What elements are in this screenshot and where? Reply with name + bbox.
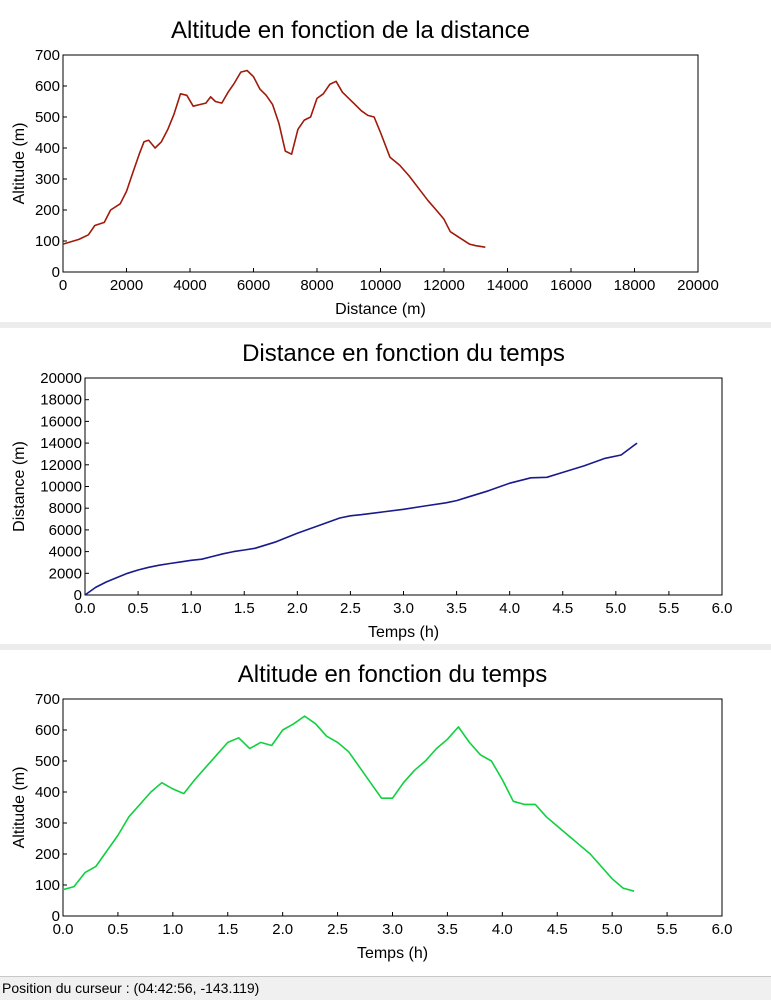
x-tick-label: 6.0	[711, 600, 733, 617]
x-axis-label: Temps (h)	[356, 945, 429, 962]
y-tick-label: 700	[34, 47, 60, 64]
x-tick-label: 0	[58, 277, 68, 294]
y-tick-label: 500	[34, 753, 60, 770]
y-axis-label: Altitude (m)	[11, 766, 28, 849]
chart-title: Altitude en fonction de la distance	[171, 17, 530, 44]
x-tick-label: 0.5	[107, 921, 129, 938]
x-tick-label: 12000	[423, 277, 465, 294]
x-tick-label: 6.0	[711, 921, 733, 938]
y-tick-label: 18000	[40, 391, 82, 409]
altitude-time-chart	[0, 650, 757, 976]
plot-frame	[63, 55, 698, 272]
distance-time-chart	[0, 328, 757, 644]
x-tick-label: 0.0	[74, 600, 96, 617]
y-tick-label: 12000	[40, 456, 82, 474]
x-tick-label: 8000	[300, 277, 334, 294]
series-line	[63, 71, 485, 248]
y-tick-label: 300	[34, 171, 60, 188]
x-axis-label: Temps (h)	[367, 624, 440, 641]
chart-panel-3	[0, 650, 771, 976]
altitude-distance-chart	[0, 0, 757, 322]
y-tick-label: 600	[34, 78, 60, 95]
chart-panel-1	[0, 0, 771, 322]
chart-title: Distance en fonction du temps	[242, 340, 565, 367]
y-tick-label: 300	[34, 815, 60, 832]
x-tick-label: 16000	[550, 277, 592, 294]
y-tick-label: 8000	[48, 500, 82, 518]
x-tick-label: 4.0	[491, 921, 513, 938]
y-tick-label: 500	[34, 109, 60, 126]
x-tick-label: 5.5	[658, 600, 680, 617]
x-tick-label: 10000	[359, 277, 402, 294]
x-tick-label: 3.5	[446, 600, 468, 617]
x-tick-label: 1.5	[217, 921, 239, 938]
series-line	[85, 443, 637, 595]
y-tick-label: 600	[34, 722, 60, 739]
series-line	[63, 716, 634, 891]
cursor-position-text: Position du curseur : (04:42:56, -143.119)	[2, 980, 260, 996]
x-tick-label: 3.0	[393, 600, 414, 617]
x-tick-label: 14000	[486, 277, 529, 294]
x-tick-label: 2.0	[286, 600, 308, 617]
x-axis-label: Distance (m)	[335, 301, 426, 318]
y-tick-label: 400	[34, 140, 60, 157]
x-tick-label: 20000	[677, 277, 719, 294]
y-axis-label: Distance (m)	[11, 441, 28, 532]
y-tick-label: 2000	[48, 565, 82, 583]
y-tick-label: 20000	[40, 370, 82, 387]
x-tick-label: 0.5	[127, 600, 149, 617]
status-bar	[0, 976, 771, 1000]
x-tick-label: 3.5	[436, 921, 458, 938]
y-tick-label: 16000	[40, 413, 82, 431]
y-tick-label: 0	[51, 908, 60, 925]
y-tick-label: 4000	[48, 543, 82, 561]
x-tick-label: 3.0	[382, 921, 403, 938]
chart-panel-2	[0, 328, 771, 644]
y-tick-label: 0	[73, 587, 82, 604]
y-tick-label: 100	[34, 233, 60, 250]
x-tick-label: 5.0	[605, 600, 627, 617]
y-tick-label: 700	[34, 691, 60, 708]
y-tick-label: 6000	[48, 521, 82, 539]
x-tick-label: 5.0	[601, 921, 623, 938]
y-tick-label: 200	[34, 202, 60, 219]
x-tick-label: 5.5	[656, 921, 678, 938]
x-tick-label: 2.5	[339, 600, 361, 617]
x-tick-label: 1.0	[162, 921, 184, 938]
x-tick-label: 4000	[173, 277, 207, 294]
x-tick-label: 1.0	[180, 600, 202, 617]
x-tick-label: 2000	[109, 277, 144, 294]
y-axis-label: Altitude (m)	[11, 122, 28, 205]
y-tick-label: 200	[34, 846, 60, 863]
x-tick-label: 18000	[613, 277, 656, 294]
y-tick-label: 100	[34, 877, 60, 894]
x-tick-label: 6000	[236, 277, 271, 294]
x-tick-label: 1.5	[233, 600, 255, 617]
x-tick-label: 2.0	[272, 921, 294, 938]
y-tick-label: 400	[34, 784, 60, 801]
plot-frame	[63, 699, 722, 916]
chart-title: Altitude en fonction du temps	[237, 661, 548, 688]
x-tick-label: 4.0	[499, 600, 521, 617]
y-tick-label: 10000	[40, 478, 82, 496]
y-tick-label: 0	[51, 264, 60, 281]
x-tick-label: 2.5	[327, 921, 349, 938]
y-tick-label: 14000	[40, 435, 82, 453]
x-tick-label: 4.5	[552, 600, 574, 617]
x-tick-label: 4.5	[546, 921, 568, 938]
x-tick-label: 0.0	[52, 921, 74, 938]
